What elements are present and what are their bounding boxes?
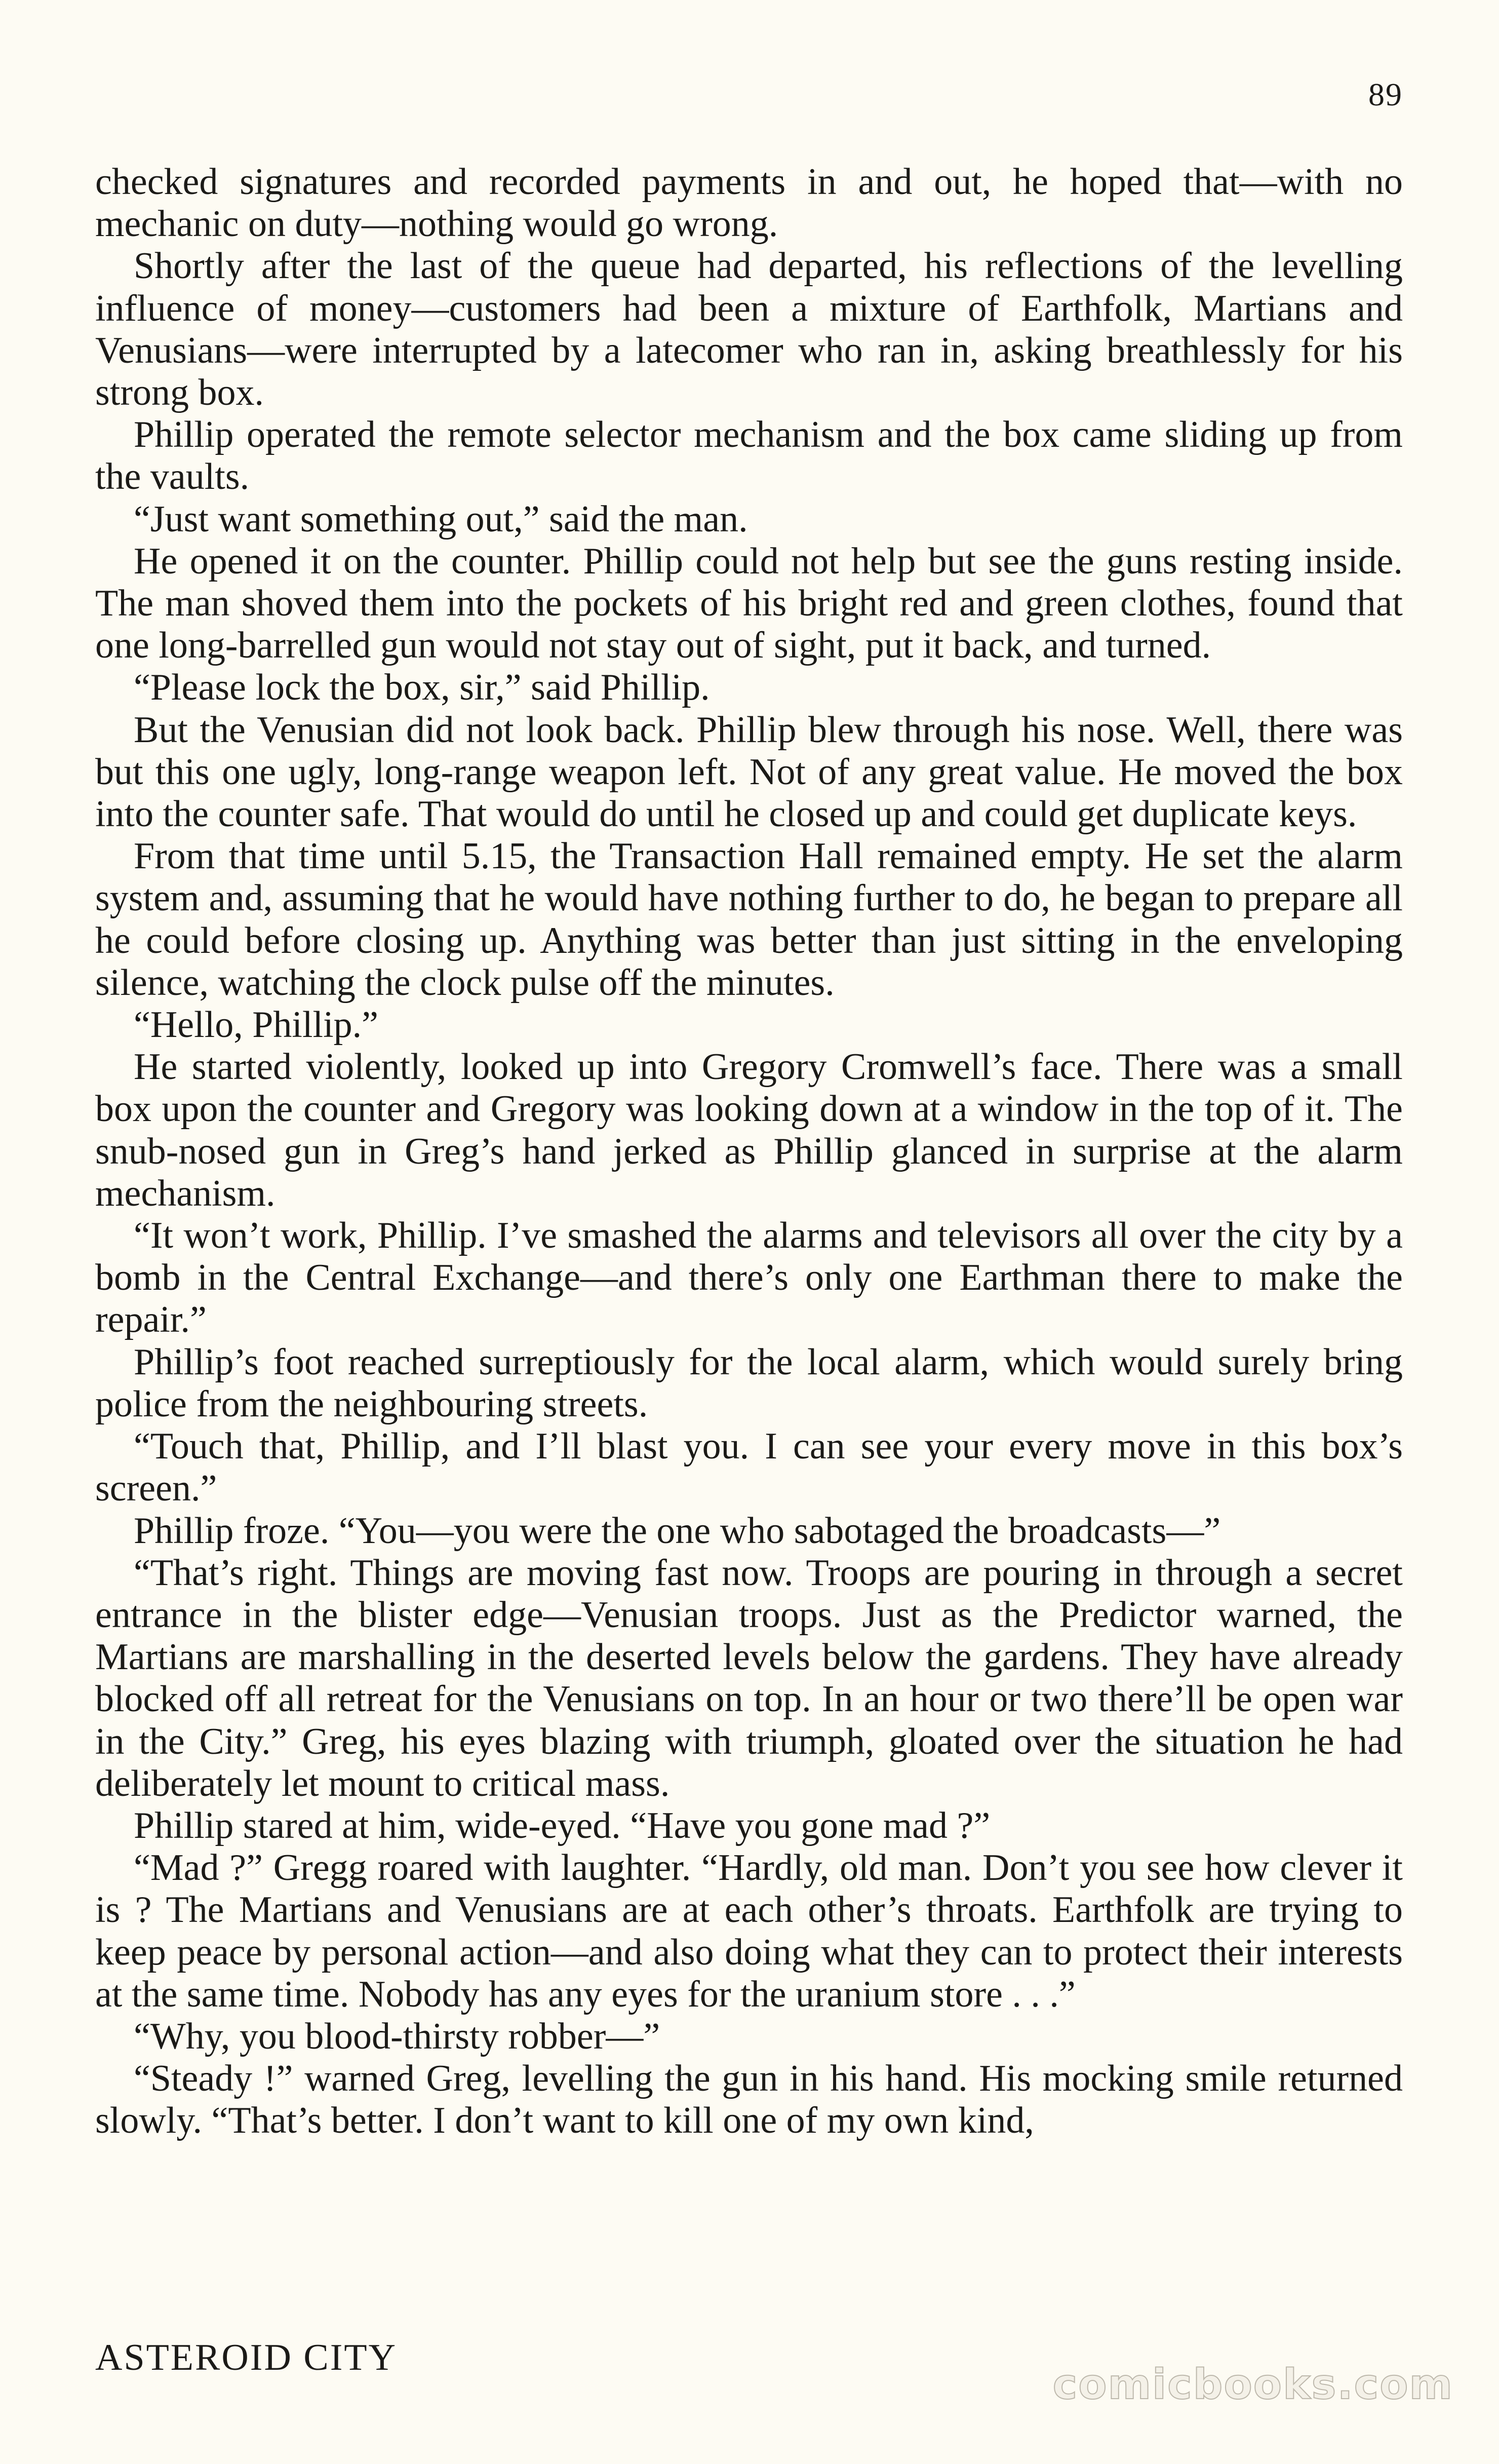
paragraph: checked signatures and recorded payments in and out, he hoped that—with no mechanic on duty—nothing would go wrong. <box>95 161 1403 245</box>
paragraph: But the Venusian did not look back. Phillip blew through his nose. Well, there was but this one ugly, long-range weapon left. Not of any great value. He moved the box into the counter safe. That would do until he closed up and could get duplicate keys. <box>95 709 1403 835</box>
paragraph: “That’s right. Things are moving fast now. Troops are pouring in through a secret entrance in the blister edge—Venusian troops. Just as the Predictor warned, the Martians are marshalling in the deserted levels below the gardens. They have already blocked off all retreat for the Venusians on top. In an hour or two there’ll be open war in the City.” Greg, his eyes blazing with triumph, gloated over the situation he had deliberately let mount to critical mass. <box>95 1552 1403 1804</box>
paragraph: He started violently, looked up into Gregory Cromwell’s face. There was a small box upon the counter and Gregory was looking down at a window in the top of it. The snub-nosed gun in Greg’s hand jerked as Phillip glanced in surprise at the alarm mechanism. <box>95 1046 1403 1214</box>
paragraph: “Just want something out,” said the man. <box>134 498 748 540</box>
body-text <box>95 161 1403 2142</box>
paragraph: From that time until 5.15, the Transaction Hall remained empty. He set the alarm system and, assuming that he would have nothing further to do, he began to prepare all he could before closing up. Anything was better than just sitting in the enveloping silence, watching the clock pulse off the minutes. <box>95 835 1403 1004</box>
paragraph: Shortly after the last of the queue had departed, his reflections of the levelling influence of money—customers had been a mixture of Earthfolk, Martians and Venusians—were interrupted by a latecomer who ran in, asking breathlessly for his strong box. <box>95 245 1403 414</box>
watermark: comicbooks.com <box>1052 2361 1453 2409</box>
paragraph: “Mad ?” Gregg roared with laughter. “Hardly, old man. Don’t you see how clever it is ? The Martians and Venusians are at each other’s throats. Earthfolk are trying to keep peace by personal action—and also doing what they can to protect their interests at the same time. Nobody has any eyes for the uranium store . . .” <box>95 1847 1403 2015</box>
paragraph: “It won’t work, Phillip. I’ve smashed the alarms and televisors all over the city by a bomb in the Central Exchange—and there’s only one Earthman there to make the repair.” <box>95 1215 1403 1341</box>
paragraph: “Hello, Phillip.” <box>134 1004 378 1046</box>
paragraph: “Steady !” warned Greg, levelling the gun in his hand. His mocking smile returned slowly. “That’s better. I don’t want to kill one of my own kind, <box>95 2058 1403 2142</box>
paragraph: “Why, you blood-thirsty robber—” <box>134 2015 660 2057</box>
paragraph: “Touch that, Phillip, and I’ll blast you. I can see your every move in this box’s screen.” <box>95 1426 1403 1510</box>
paragraph: Phillip froze. “You—you were the one who sabotaged the broadcasts—” <box>134 1510 1221 1552</box>
paragraph: Phillip operated the remote selector mechanism and the box came sliding up from the vaults. <box>95 414 1403 498</box>
paragraph: Phillip’s foot reached surreptiously for the local alarm, which would surely bring police from the neighbouring streets. <box>95 1341 1403 1425</box>
paragraph: “Please lock the box, sir,” said Phillip. <box>134 667 710 709</box>
paragraph: Phillip stared at him, wide-eyed. “Have you gone mad ?” <box>134 1804 991 1846</box>
paragraph: He opened it on the counter. Phillip could not help but see the guns resting inside. The man shoved them into the pockets of his bright red and green clothes, found that one long-barrelled gun would not stay out of sight, put it back, and turned. <box>95 540 1403 667</box>
page-number: 89 <box>1368 76 1403 112</box>
running-footer: ASTEROID CITY <box>95 2337 398 2378</box>
